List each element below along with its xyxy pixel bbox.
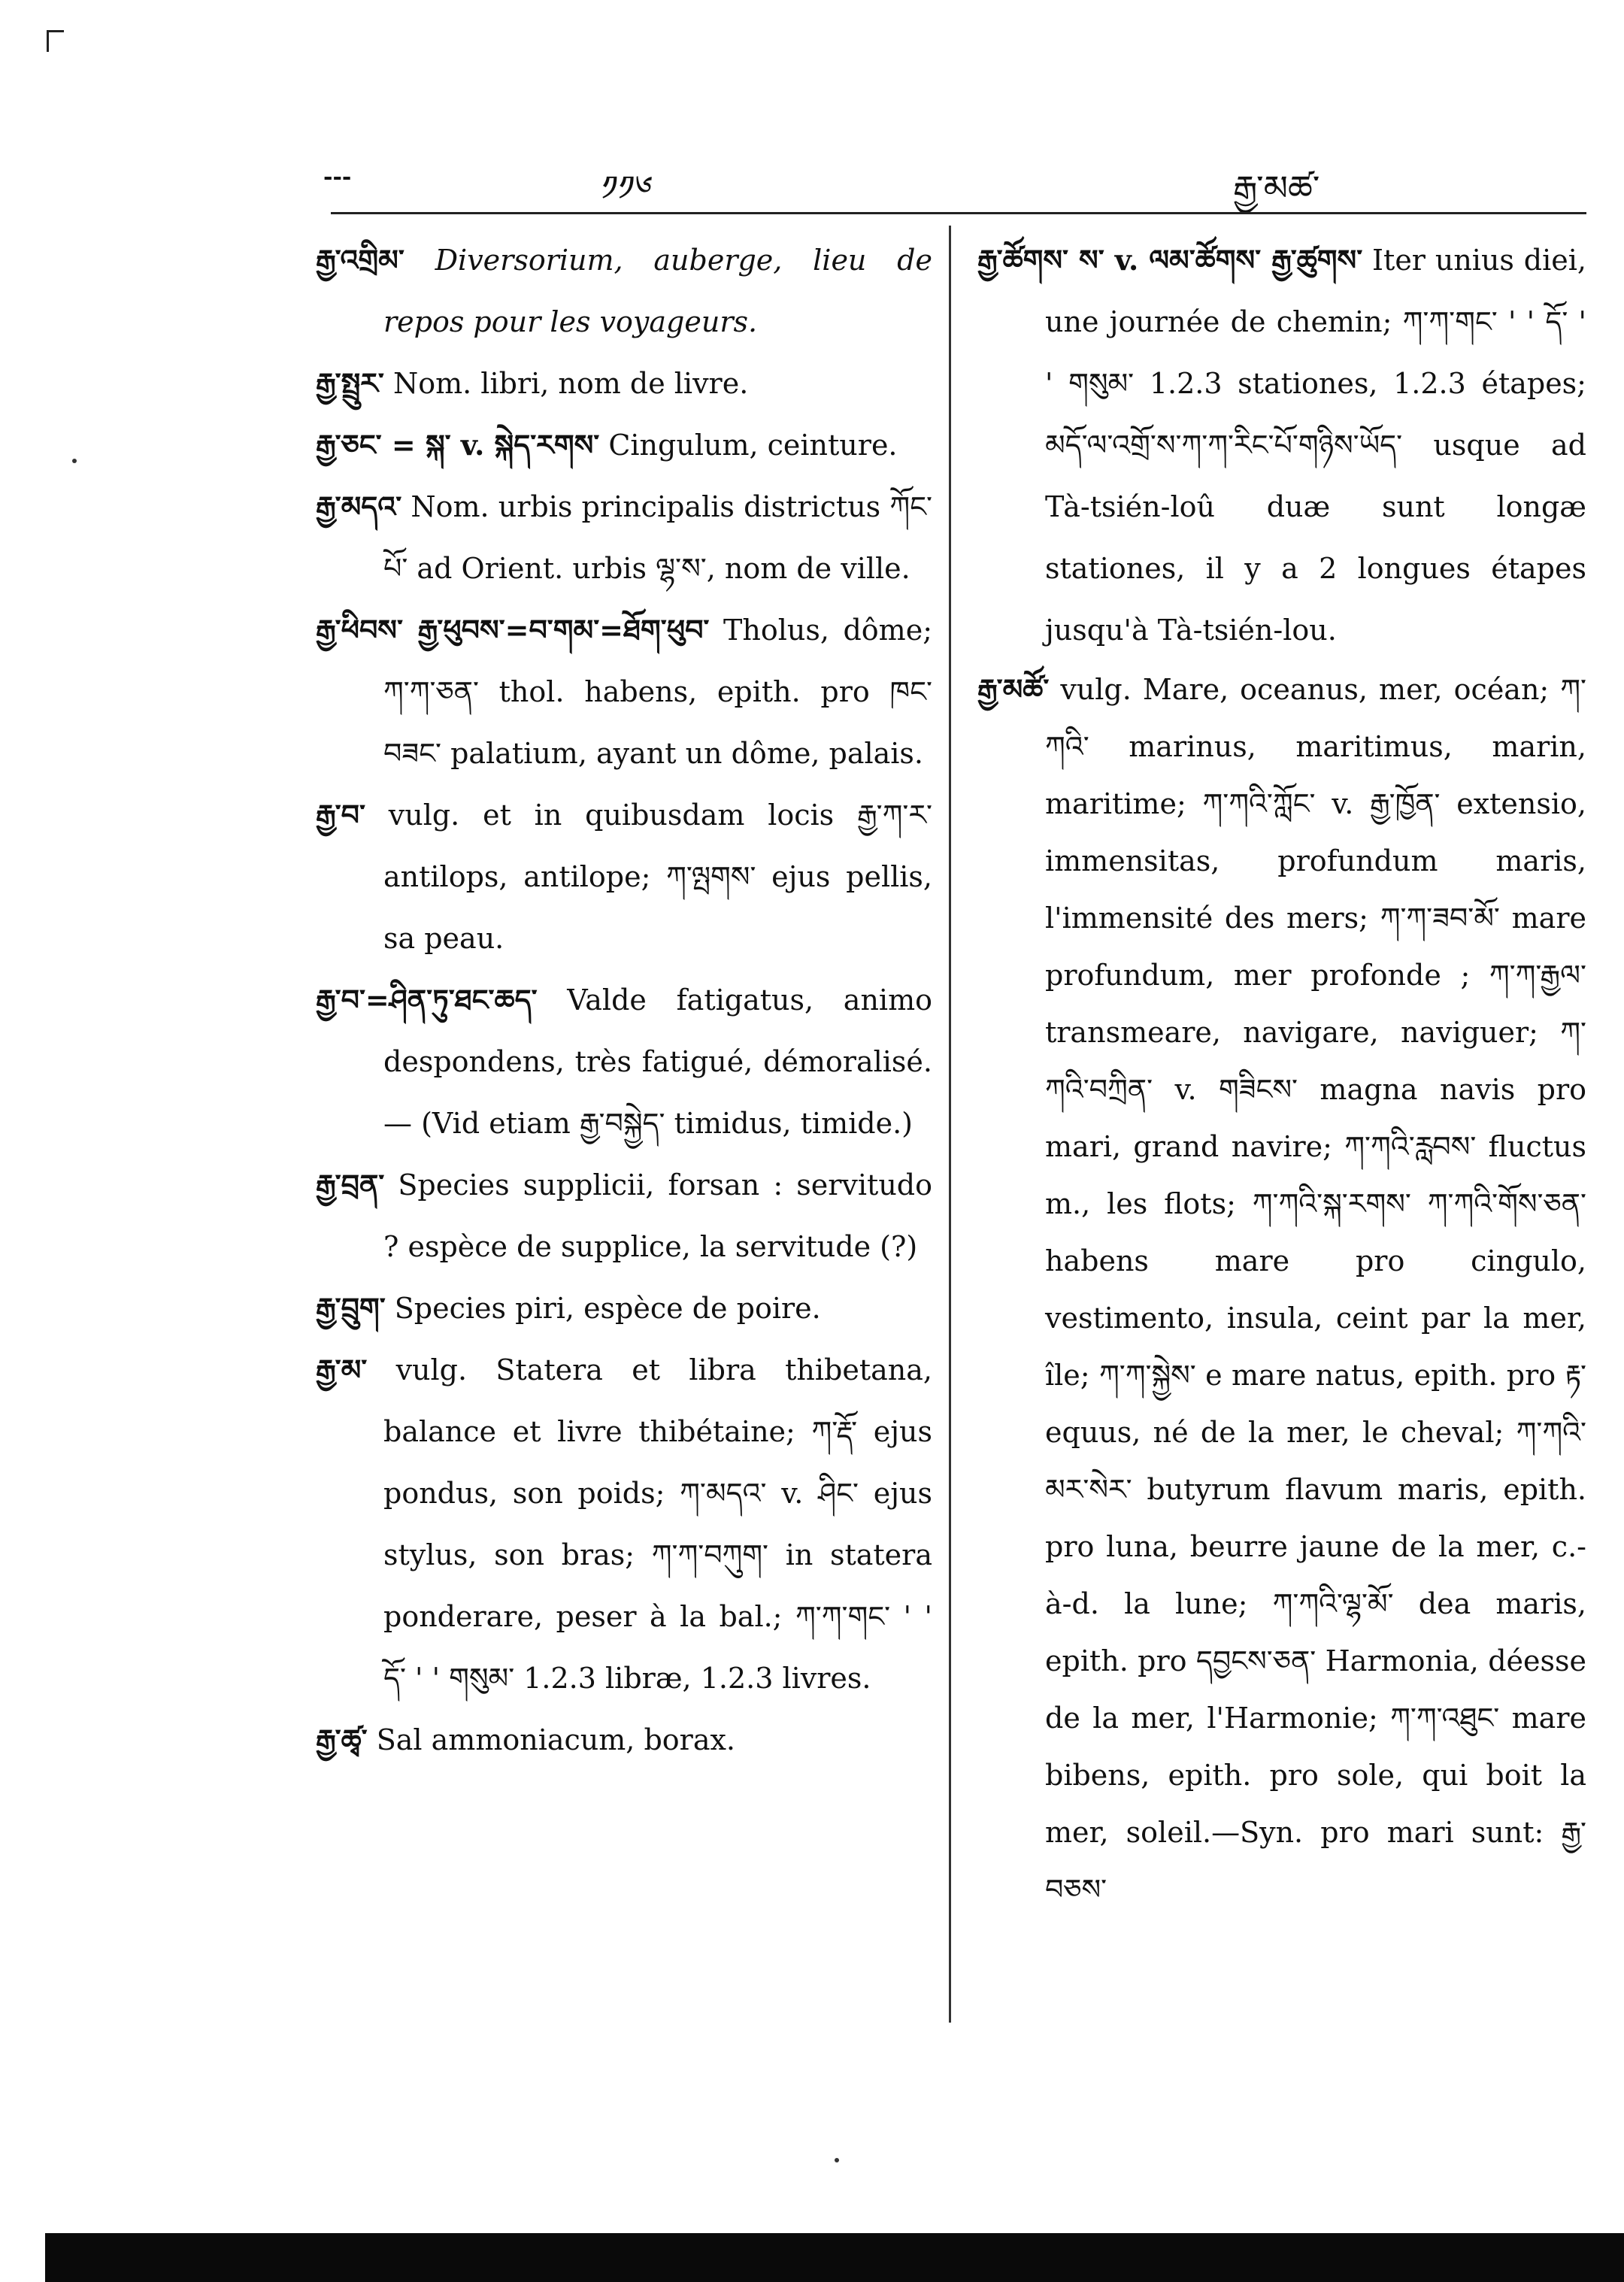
dictionary-entry <box>977 229 1586 661</box>
dictionary-entry <box>316 969 932 1154</box>
dictionary-entry <box>316 1339 932 1709</box>
entry-headword: རྒྱ་མདའ་ <box>316 489 402 523</box>
page-number: ༡༡༦ <box>601 168 653 208</box>
left-column <box>316 229 932 1771</box>
entry-definition: Species piri, espèce de poire. <box>385 1292 821 1325</box>
right-column <box>977 229 1586 1918</box>
dictionary-entry <box>316 229 932 353</box>
entry-definition: Tholus, dôme; ཀ་ཀ་ཅན་ thol. habens, epith. pro ཁང་བཟང་ palatium, ayant un dôme, palais. <box>383 614 933 770</box>
entry-definition: Nom. libri, nom de livre. <box>383 367 749 400</box>
entry-headword: རྒྱ་ཚོགས་ ས་ v. ལམ་ཚོགས་ རྒྱ་ཚུགས་ <box>977 243 1363 277</box>
entry-definition: Diversorium, auberge, lieu de repos pour les voyageurs. <box>383 244 932 338</box>
dictionary-entry <box>316 353 932 414</box>
scan-corner-mark <box>47 30 64 52</box>
entry-headword: རྒྱ་འགྲིམ་ <box>316 243 404 277</box>
entry-headword: རྒྱ་བྲན་ <box>316 1168 385 1202</box>
running-headword: རྒྱ་མཚ་ <box>1233 168 1320 208</box>
entry-headword: རྒྱ་ཚྭ་ <box>316 1723 368 1756</box>
dictionary-entry <box>316 784 932 969</box>
page-header <box>323 150 1586 218</box>
scan-bottom-border <box>45 2233 1624 2282</box>
entry-headword: རྒྱ་བྲུག་ <box>316 1291 386 1325</box>
folio-dash: --- <box>323 164 352 190</box>
entry-definition: Sal ammoniacum, borax. <box>367 1723 736 1756</box>
entry-headword: རྒྱ་ཕིབས་ རྒྱ་ཕུབས་=བ་གམ་=ཐོག་ཕུབ་ <box>316 613 710 647</box>
column-divider <box>949 226 951 2023</box>
dictionary-entry <box>316 599 932 784</box>
dictionary-entry <box>316 476 932 599</box>
dictionary-entry <box>316 1709 932 1771</box>
dictionary-entry <box>316 1154 932 1277</box>
entry-headword: རྒྱ་སྤྲུར་ <box>316 366 384 400</box>
entry-headword: རྒྱ་མཚོ་ <box>977 672 1050 706</box>
entry-definition: Species supplicii, forsan : servitudo ? espèce de supplice, la servitude (?) <box>383 1168 932 1263</box>
entry-headword: རྒྱ་བ་=ཤིན་ཏུ་ཐང་ཆད་ <box>316 983 538 1017</box>
entry-definition: Valde fatigatus, animo despondens, très fatigué, démoralisé. — (Vid etiam རྒྱ་བསྐྱེད་ timidus, timide.) <box>383 983 932 1140</box>
dictionary-entry <box>316 414 932 476</box>
scan-speck <box>835 2158 839 2162</box>
entry-headword: རྒྱ་མ་ <box>316 1353 368 1386</box>
entry-headword: རྒྱ་ཅང་ = སྐ་ v. སྐེད་རགས་ <box>316 428 600 462</box>
entry-definition: Nom. urbis principalis districtus ཀོང་པོ་ ad Orient. urbis ལྷ་ས་, nom de ville. <box>383 490 932 585</box>
dictionary-entry <box>316 1277 932 1339</box>
entry-headword: རྒྱ་བ་ <box>316 798 365 832</box>
header-rule <box>331 212 1586 214</box>
entry-definition: vulg. Statera et libra thibetana, balance et livre thibétaine; ཀ་རྡོ་ ejus pondus, son poids; ཀ་མདའ་ v. ཤིང་ ejus stylus, son bras; ཀ་ཀ་བཀུག་ in statera ponderare, peser à la bal.; ཀ་ཀ་གང་ ' ' དོ་ ' ' གསུམ་ 1.2.3 libræ, 1.2.3 livres. <box>367 1353 932 1695</box>
entry-definition: Iter unius diei, une journée de chemin; ཀ་ཀ་གང་ ' ' དོ་ ' ' གསུམ་ 1.2.3 stationes, 1.2.3 étapes; མདོ་ལ་འགྲོ་ས་ཀ་ཀ་རིང་པོ་གཉིས་ཡོད་ usque ad Tà-tsién-loû duæ sunt longæ stationes, il y a 2 longues étapes jusqu'à Tà-tsién-lou. <box>1045 244 1586 647</box>
dictionary-entry <box>977 661 1586 1918</box>
entry-definition: Cingulum, ceinture. <box>599 429 898 462</box>
entry-definition: vulg. et in quibusdam locis རྒྱ་ཀ་ར་ antilops, antilope; ཀ་ལྤགས་ ejus pellis, sa peau. <box>365 799 932 955</box>
entry-definition: vulg. Mare, oceanus, mer, océan; ཀ་ཀའི་ marinus, maritimus, marin, maritime; ཀ་ཀའི་ཀློང་ v. རྒྱ་ཁྱོན་ extensio, immensitas, profundum maris, l'immensité des mers; ཀ་ཀ་ཟབ་མོ་ mare profundum, mer profonde ; ཀ་ཀ་རྒྱལ་ transmeare, navigare, naviguer; ཀ་ཀའི་བཀྲིན་ v. གཟིངས་ magna navis pro mari, grand navire; ཀ་ཀའི་རླབས་ fluctus m., les flots; ཀ་ཀའི་སྐ་རགས་ ཀ་ཀའི་གོས་ཅན་ habens mare pro cingulo, vestimento, insula, ceint par la mer, île; ཀ་ཀ་སྐྱེས་ e mare natus, epith. pro རྟ་ equus, né de la mer, le cheval; ཀ་ཀའི་མར་སེར་ butyrum flavum maris, epith. pro luna, beurre jaune de la mer, c.-à-d. la lune; ཀ་ཀའི་ལྷ་མོ་ dea maris, epith. pro དབྱངས་ཅན་ Harmonia, déesse de la mer, l'Harmonie; ཀ་ཀ་འཐུང་ mare bibens, epith. pro sole, qui boit la mer, soleil.—Syn. pro mari sunt: རྒྱ་བཅས་ <box>1045 673 1586 1906</box>
scan-speck <box>72 459 77 463</box>
